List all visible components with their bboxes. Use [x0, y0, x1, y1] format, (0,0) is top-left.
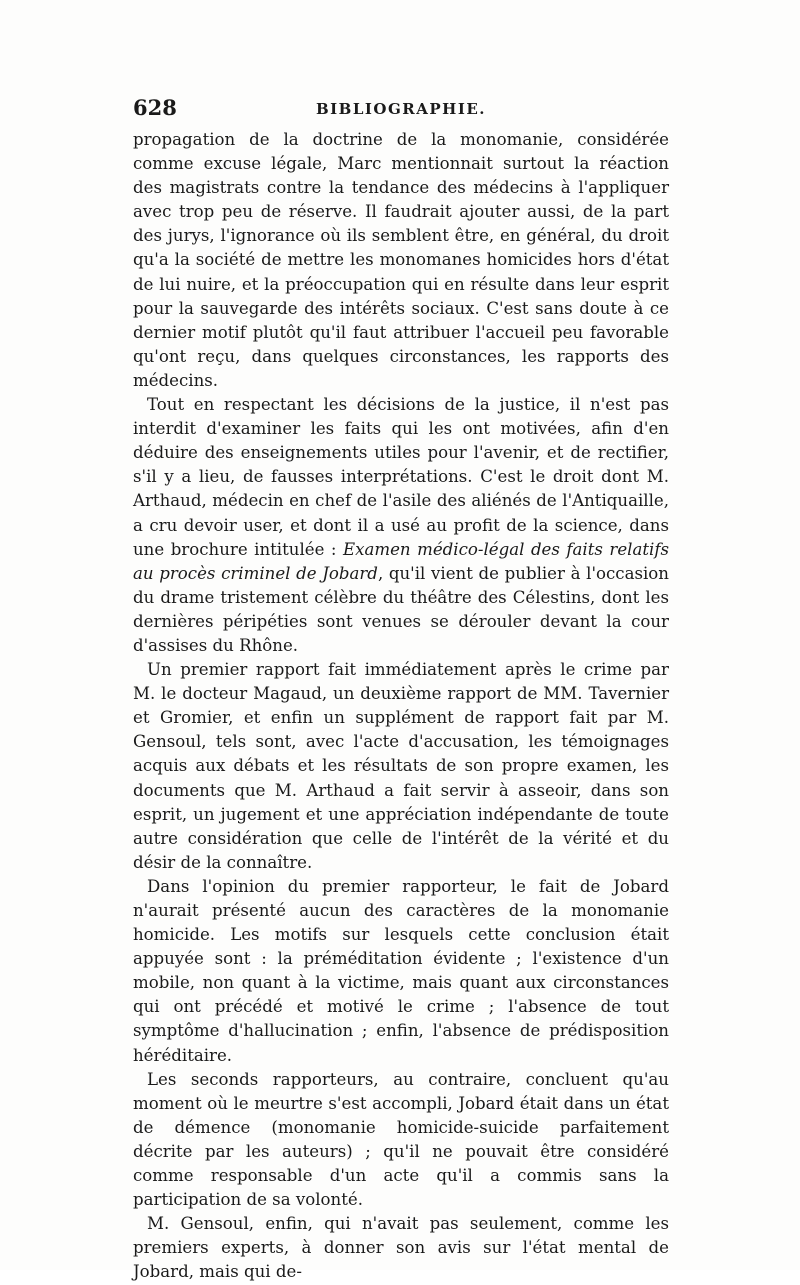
paragraph-second-reporters: Les seconds rapporteurs, au contraire, concluent qu'au moment où le meurtre s'est accompli, Jobard était dans un état de démence (monomanie homicide-suicide parfaitement décrite par les auteurs) ; qu'il ne pouvait être considéré comme responsable d'un acte qu'il a commis sans la participation de sa volonté. — [133, 1069, 669, 1210]
paragraph-gensoul: M. Gensoul, enfin, qui n'avait pas seulement, comme les premiers experts, à donner son avis sur l'état mental de Jobard, mais qui de- — [133, 1214, 669, 1282]
paragraph-first-reporter: Dans l'opinion du premier rapporteur, le fait de Jobard n'aurait présenté aucun des caractères de la monomanie homicide. Les motifs sur lesquels cette conclusion était appuyée sont : la préméditation évidente ; l'existence d'un mobile, non quant à la victime, mais quant aux circonstances qui ont précédé et motivé le crime ; l'absence de tout symptôme d'hallucination ; enfin, l'absence de prédisposition héréditaire. — [133, 876, 669, 1065]
running-head — [133, 96, 669, 120]
paragraph-arthaud-brochure — [133, 393, 669, 658]
paragraph-reports: Un premier rapport fait immédiatement après le crime par M. le docteur Magaud, un deuxième rapport de MM. Tavernier et Gromier, et enfin un supplément de rapport fait par M. Gensoul, tels sont, avec l'acte d'accusation, les témoignages acquis aux débats et les résultats de son propre examen, les documents que M. Arthaud a fait servir à asseoir, dans son esprit, un jugement et une appréciation indépendante de toute autre considération que celle de l'intérêt de la vérité et du désir de la connaître. — [133, 660, 669, 872]
brochure-title: Examen médico-légal des faits relatifs au procès criminel de Jobard — [133, 539, 669, 583]
paragraph-text: , qu'il vient de publier à l'occasion du drame tristement célèbre du théâtre des Célestins, dont les dernières péripéties sont venues se dérouler devant la cour d'assises du Rhône. — [133, 563, 669, 655]
body-text — [133, 128, 669, 1285]
paragraph-continued: propagation de la doctrine de la monomanie, considérée comme excuse légale, Marc mentionnait surtout la réaction des magistrats contre la tendance des médecins à l'appliquer avec trop peu de réserve. Il faudrait ajouter aussi, de la part des jurys, l'ignorance où ils semblent être, en général, du droit qu'a la société de mettre les monomanes homicides hors d'état de lui nuire, et la préoccupation qui en résulte dans leur esprit pour la sauvegarde des intérêts sociaux. C'est sans doute à ce dernier motif plutôt qu'il faut attribuer l'accueil peu favorable qu'ont reçu, dans quelques circonstances, les rapports des médecins. — [133, 130, 669, 390]
page-number: 628 — [133, 95, 177, 120]
running-title: BIBLIOGRAPHIE. — [315, 100, 487, 118]
paragraph-text: Tout en respectant les décisions de la justice, il n'est pas interdit d'examiner les faits qui les ont motivées, afin d'en déduire des enseignements utiles pour l'avenir, et de rectifier, s'il y a lieu, de fausses interprétations. C'est le droit dont M. Arthaud, médecin en chef de l'asile des aliénés de l'Antiquaille, a cru devoir user, et dont il a usé au profit de la science, dans une brochure intitulée : — [133, 395, 669, 559]
